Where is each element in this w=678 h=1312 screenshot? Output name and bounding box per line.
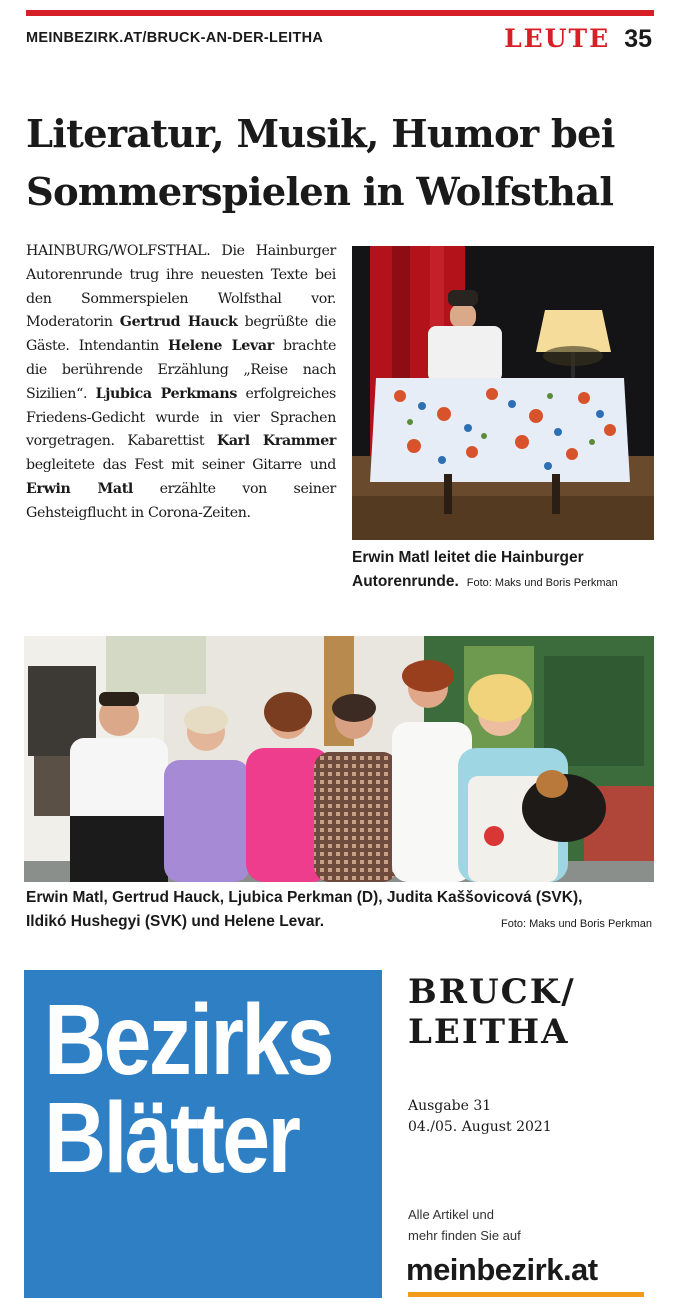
headline-line-2: Sommerspielen in Wolfsthal bbox=[26, 170, 614, 215]
article-body bbox=[26, 240, 336, 526]
body-text-2: begrüßte die Gäste. Intendantin bbox=[26, 314, 336, 355]
body-text-1: HAINBURG/WOLFSTHAL. Die Hainburger Autorenrunde trug ihre neuesten Texte bei den Sommerspielen Wolfsthal vor. Moderatorin bbox=[26, 243, 336, 331]
photo2-caption-line-2: Ildikó Hushegyi (SVK) und Helene Levar. bbox=[26, 913, 325, 930]
page-header-right bbox=[504, 24, 652, 54]
site-path: MEINBEZIRK.AT/BRUCK-AN-DER-LEITHA bbox=[26, 30, 324, 46]
person-karl-krammer: Karl Krammer bbox=[216, 433, 336, 450]
photo2-caption-line-1: Erwin Matl, Gertrud Hauck, Ljubica Perkman (D), Judita Kaššovicová (SVK), bbox=[26, 889, 583, 906]
region-line-2: LEITHA bbox=[408, 1012, 570, 1052]
brand-line-2: Blätter bbox=[44, 1082, 299, 1194]
photo-stage-reading bbox=[352, 246, 654, 540]
region-name bbox=[408, 972, 576, 1052]
section-name: LEUTE bbox=[504, 24, 611, 53]
body-text-6: erzählte von seiner Gehsteigflucht in Corona-Zeiten. bbox=[26, 480, 336, 521]
body-text-5: begleitete das Fest mit seiner Gitarre und bbox=[26, 457, 336, 474]
person-helene-levar: Helene Levar bbox=[168, 338, 274, 355]
person-erwin-matl: Erwin Matl bbox=[26, 480, 133, 497]
person-gertrud-hauck: Gertrud Hauck bbox=[119, 314, 238, 331]
site-link-underline bbox=[408, 1292, 644, 1297]
more-line-1: Alle Artikel und bbox=[408, 1207, 494, 1222]
photo1-caption-line-2: Autorenrunde. bbox=[352, 573, 459, 590]
region-line-1: BRUCK/ bbox=[408, 972, 576, 1012]
article-headline bbox=[26, 106, 666, 222]
photo1-credit: Foto: Maks und Boris Perkman bbox=[466, 577, 618, 589]
body-text-4: erfolgreiches Friedens-Gedicht wurde in vier Sprachen vorgetragen. Kabarettist bbox=[26, 385, 336, 450]
more-line-2: mehr finden Sie auf bbox=[408, 1228, 521, 1243]
headline-line-1: Literatur, Musik, Humor bei bbox=[26, 112, 615, 157]
photo-stage-reading-image bbox=[352, 246, 654, 540]
page-number: 35 bbox=[624, 25, 652, 53]
meinbezirk-link[interactable]: meinbezirk.at bbox=[406, 1252, 598, 1287]
issue-date: 04./05. August 2021 bbox=[408, 1119, 552, 1135]
more-articles-note bbox=[408, 1204, 521, 1246]
brand-line-1: Bezirks bbox=[44, 984, 332, 1096]
top-red-rule bbox=[26, 10, 654, 16]
photo2-credit: Foto: Maks und Boris Perkman bbox=[500, 918, 652, 930]
photo1-caption-line-1: Erwin Matl leitet die Hainburger bbox=[352, 549, 584, 566]
photo1-caption bbox=[352, 546, 662, 594]
issue-number: Ausgabe 31 bbox=[408, 1098, 492, 1114]
body-text-3: brachte die berührende Erzählung „Reise nach Sizilien“. bbox=[26, 338, 337, 402]
issue-info bbox=[408, 1096, 552, 1138]
photo-group bbox=[24, 636, 654, 882]
photo-group-image bbox=[24, 636, 654, 882]
bezirksblaetter-logo bbox=[24, 970, 382, 1298]
person-ljubica-perkman: Ljubica Perkmans bbox=[95, 385, 237, 402]
